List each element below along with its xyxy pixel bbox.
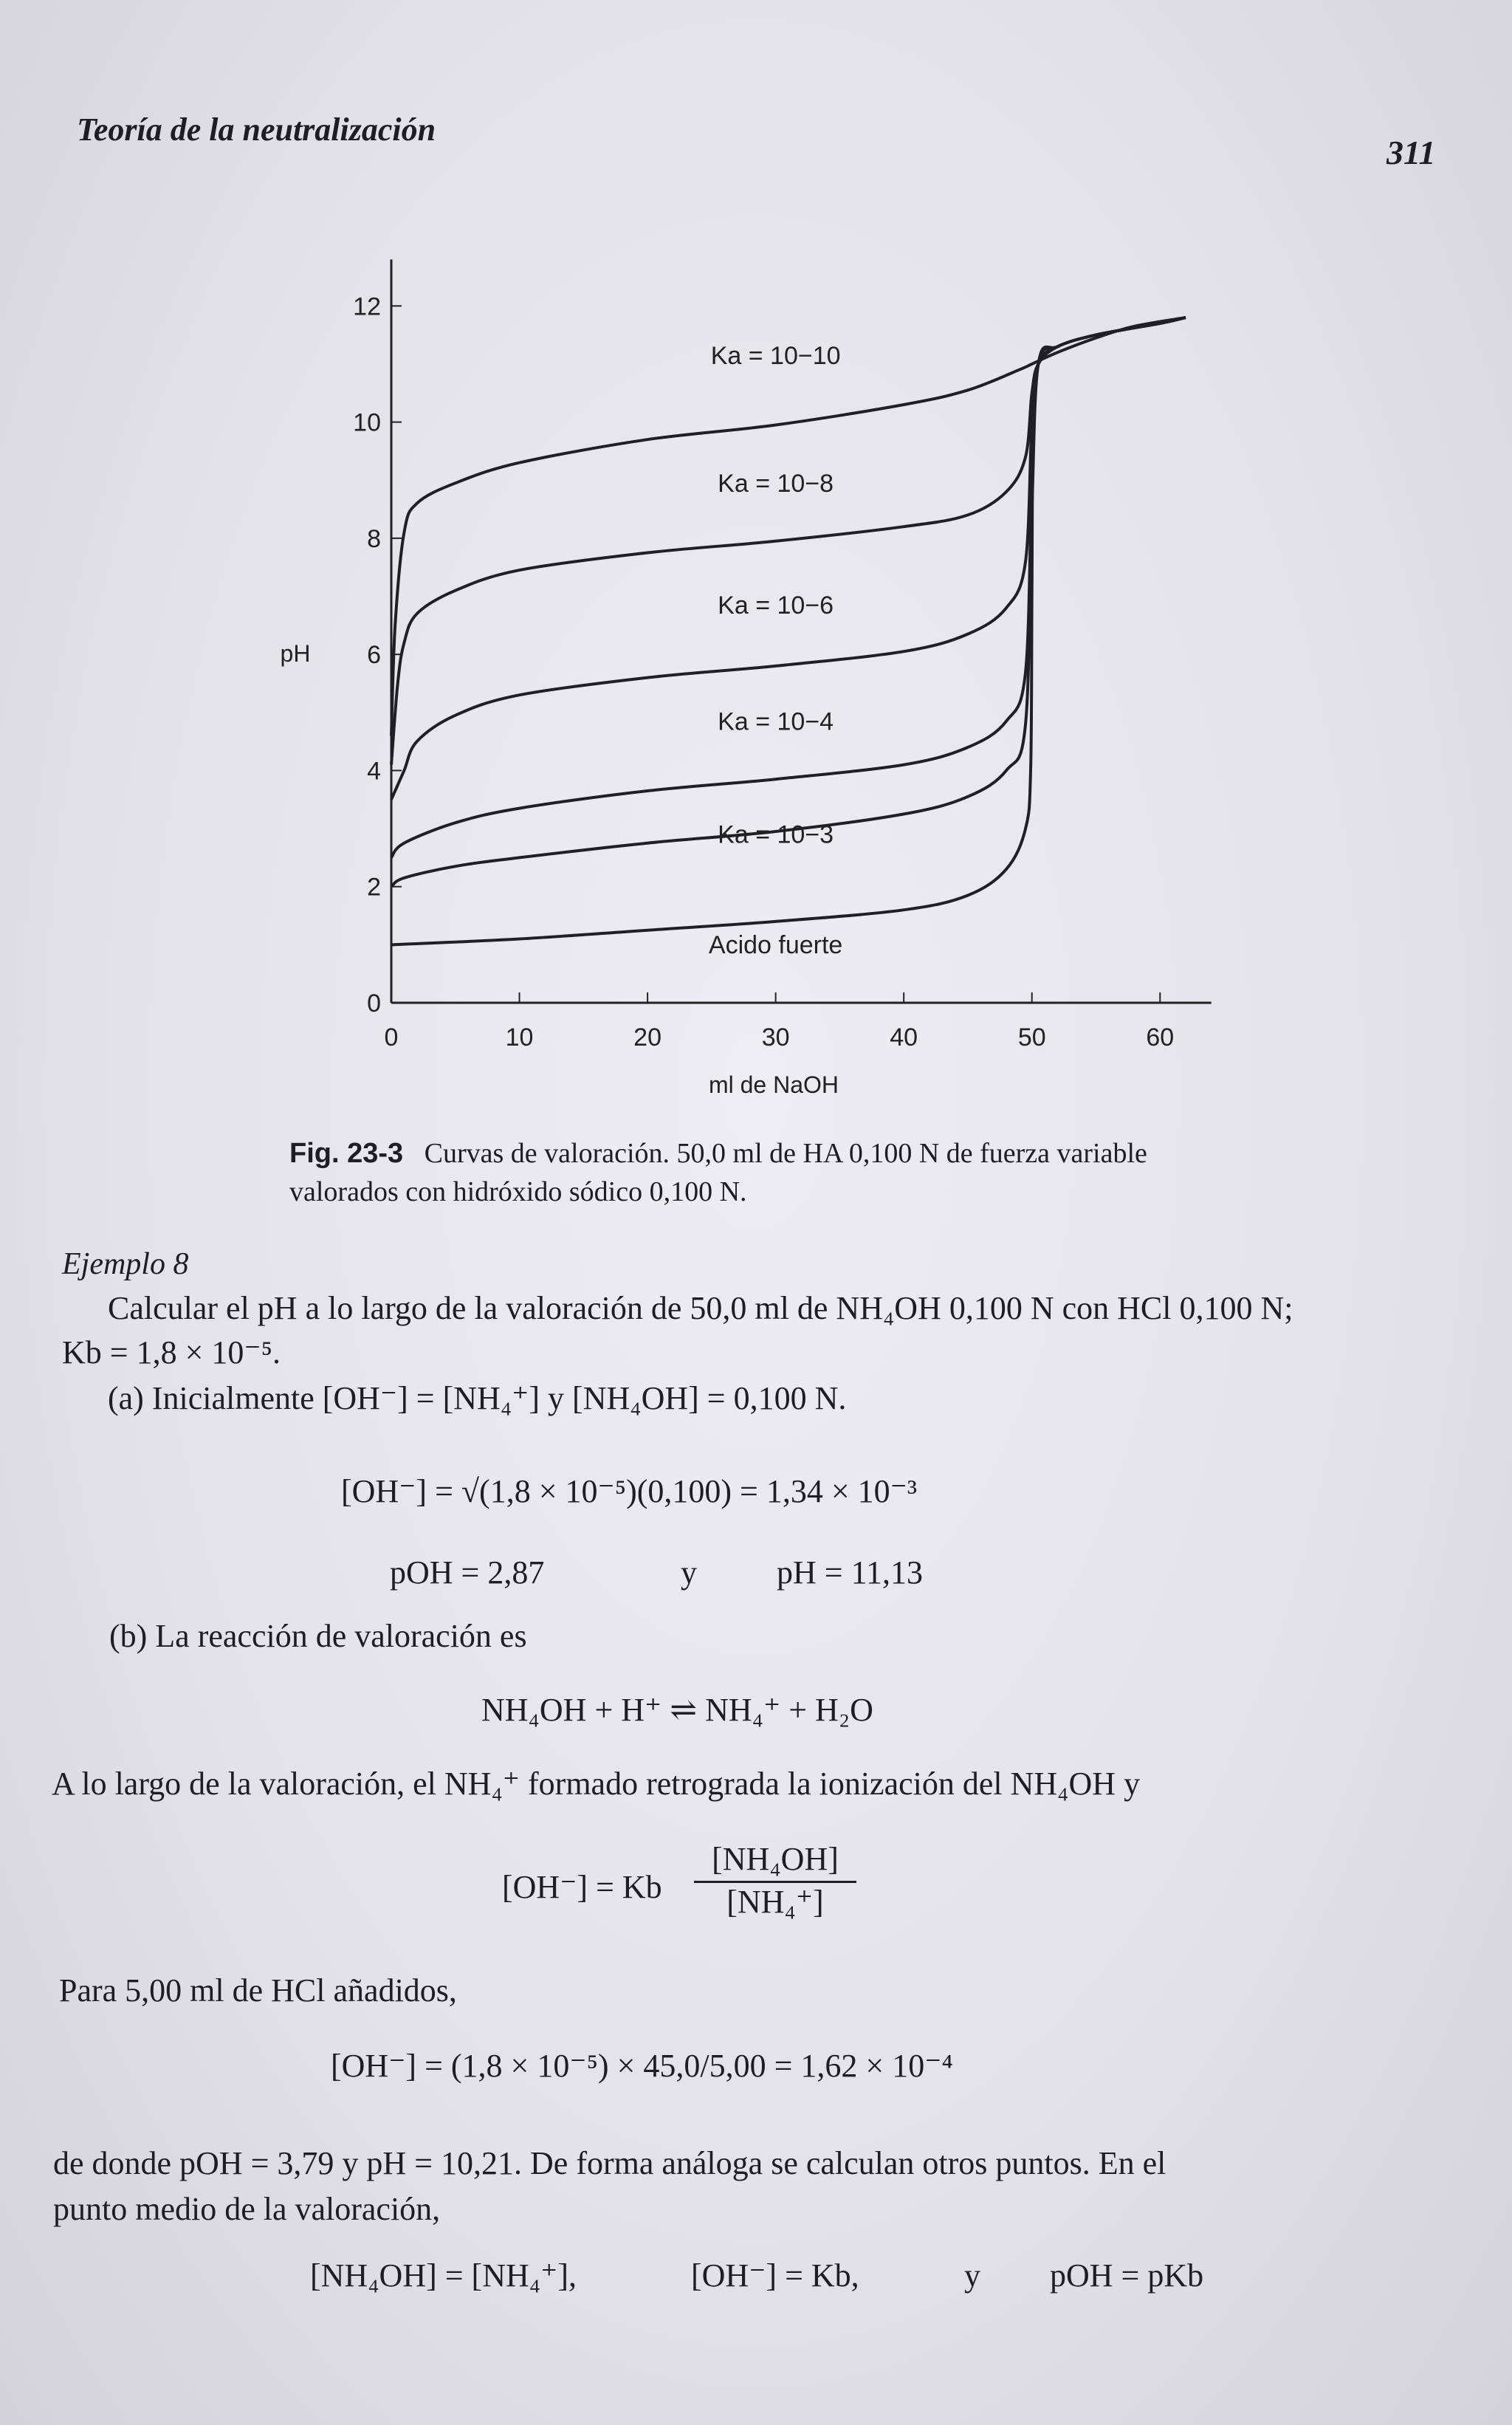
paragraph-line: Para 5,00 ml de HCl añadidos, (59, 1972, 457, 2009)
y-tick-label: 0 (367, 989, 381, 1018)
fraction-denominator: [NH₄⁺] (726, 1884, 824, 1920)
page-number: 311 (1386, 134, 1436, 171)
y-tick-label: 6 (367, 641, 381, 670)
y-axis-label: pH (280, 640, 311, 668)
paragraph-line: Kb = 1,8 × 10⁻⁵. (62, 1334, 281, 1371)
equation: y (681, 1554, 697, 1591)
titration-curve (391, 318, 1186, 857)
equation: [NH₄OH] = [NH₄⁺], (310, 2257, 577, 2294)
curve-label: Ka = 10−3 (718, 820, 834, 849)
curve-label: Acido fuerte (708, 931, 843, 960)
fraction-numerator: [NH₄OH] (694, 1840, 856, 1883)
paragraph-line: de donde pOH = 3,79 y pH = 10,21. De forma análoga se calculan otros puntos. En el (53, 2145, 1166, 2181)
y-tick-label: 2 (367, 873, 381, 902)
equation: y (964, 2257, 980, 2294)
running-header: Teoría de la neutralización (77, 112, 436, 148)
paragraph-line: Calcular el pH a lo largo de la valoración de 50,0 ml de NH₄OH 0,100 N con HCl 0,100 N; (108, 1290, 1293, 1326)
curve-label: Ka = 10−10 (710, 341, 841, 370)
x-tick-label: 0 (384, 1023, 399, 1052)
paragraph-line: (a) Inicialmente [OH⁻] = [NH₄⁺] y [NH₄OH] = 0,100 N. (108, 1380, 847, 1416)
equation: [OH⁻] = Kb (502, 1869, 662, 1905)
equation: [OH⁻] = √(1,8 × 10⁻⁵)(0,100) = 1,34 × 10⁻³ (341, 1473, 918, 1509)
x-tick-label: 40 (890, 1023, 918, 1052)
titration-chart (266, 214, 1226, 1122)
equation-fraction (694, 1840, 856, 1921)
equation: [OH⁻] = (1,8 × 10⁻⁵) × 45,0/5,00 = 1,62 × 10⁻⁴ (331, 2048, 953, 2084)
paragraph-line: (b) La reacción de valoración es (109, 1618, 527, 1654)
paragraph-line: punto medio de la valoración, (53, 2191, 441, 2227)
figure-number: Fig. 23-3 (289, 1138, 404, 1169)
y-tick-label: 8 (367, 524, 381, 553)
equation: pOH = pKb (1050, 2257, 1204, 2294)
equation: pOH = 2,87 (390, 1554, 545, 1591)
figure-caption-text: Curvas de valoración. 50,0 ml de HA 0,100 N de fuerza variable valorados con hidróxido sódico 0,100 N. (289, 1138, 1147, 1207)
x-tick-label: 10 (505, 1023, 534, 1052)
figure-caption (289, 1134, 1205, 1211)
paragraph-line: A lo largo de la valoración, el NH₄⁺ formado retrograda la ionización del NH₄OH y (52, 1766, 1141, 1802)
y-tick-label: 10 (353, 408, 381, 437)
y-tick-label: 4 (367, 757, 381, 786)
chart-axes (281, 259, 1212, 1098)
x-tick-label: 20 (633, 1023, 662, 1052)
reaction-equation: NH₄OH + H⁺ ⇌ NH₄⁺ + H₂O (481, 1692, 873, 1728)
curve-label: Ka = 10−8 (718, 469, 834, 498)
equation: [OH⁻] = Kb, (691, 2257, 859, 2294)
curve-label: Ka = 10−6 (718, 591, 834, 620)
curve-label: Ka = 10−4 (718, 707, 834, 736)
x-tick-label: 50 (1017, 1023, 1046, 1052)
chart-series (391, 318, 1186, 944)
chart-labels (709, 342, 842, 959)
equation: pH = 11,13 (777, 1554, 923, 1591)
x-tick-label: 60 (1146, 1023, 1175, 1052)
x-tick-label: 30 (761, 1023, 790, 1052)
example-heading: Ejemplo 8 (62, 1247, 189, 1281)
y-tick-label: 12 (353, 292, 381, 321)
titration-curve (391, 318, 1186, 735)
x-axis-label: ml de NaOH (708, 1071, 839, 1098)
titration-curve (391, 318, 1186, 944)
